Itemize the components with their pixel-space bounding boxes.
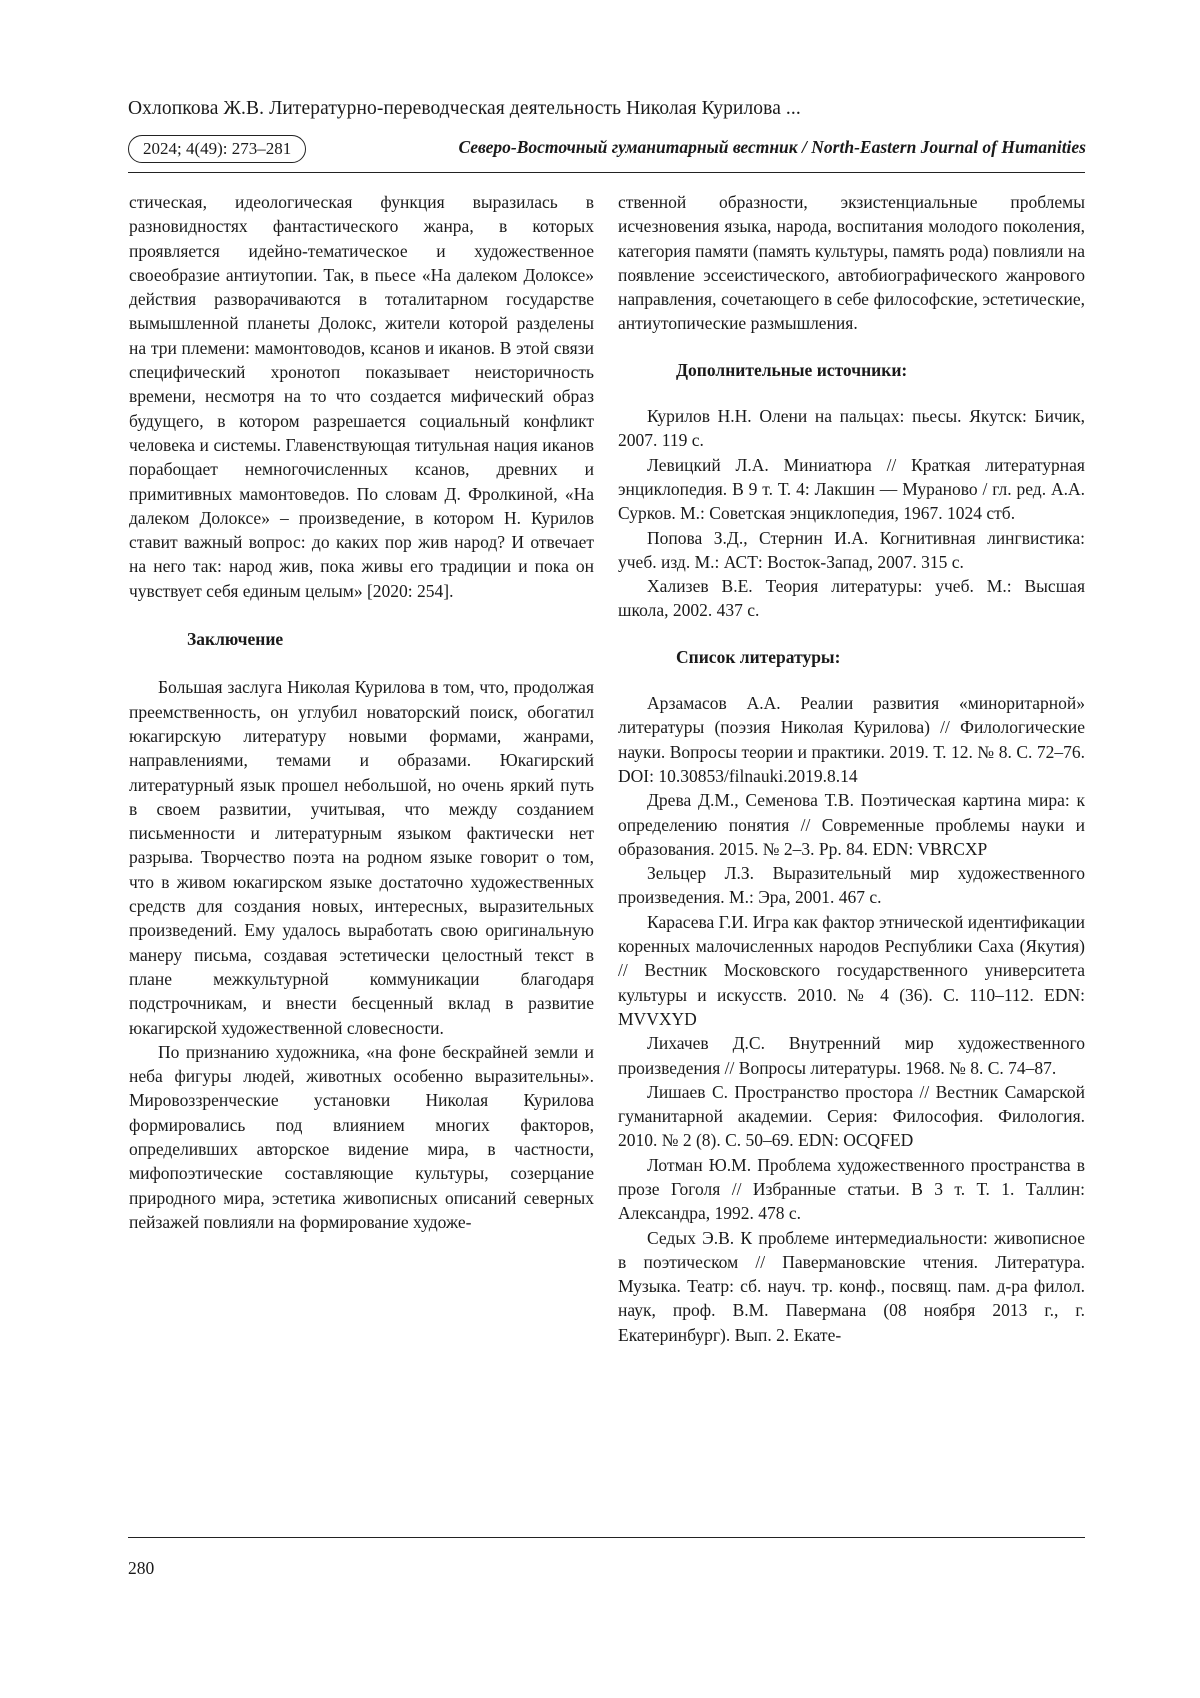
left-column [129,190,594,1234]
footer-divider [128,1537,1085,1538]
reference-item: Лишаев С. Пространство простора // Вестник Самарской гуманитарной академии. Серия: Философия. Филология. 2010. № 2 (8). С. 50–69. EDN: OCQFED [618,1081,1085,1151]
body-paragraph: стическая, идеологическая функция выразилась в разновидностях фантастического жанра, в которых проявляется идейно-тематическое и художественное своеобразие антиутопии. Так, в пьесе «На далеком Долоксе» действия разворачиваются в тоталитарном государстве вымышленной планеты Долокс, жители которой разделены на три племени: мамонтоводов, ксанов и иканов. В этой связи специфический хронотоп показывает неисторичность времени, несмотря на то что создается мифический образ будущего, в котором разрешается социальный конфликт человека и системы. Главенствующая титульная нация иканов порабощает немногочисленных ксанов, древних и примитивных мамонтоведов. По словам Д. Фролкиной, «На далеком Долоксе» – произведение, в котором Н. Курилов ставит важный вопрос: до каких пор жив народ? И отвечает на него так: народ жив, пока живы его традиции и пока он чувствует себя единым целым» [2020: 254]. [129,192,594,601]
right-column [618,190,1085,1347]
reference-item: Зельцер Л.З. Выразительный мир художественного произведения. М.: Эра, 2001. 467 с. [618,863,1085,908]
reference-item: Седых Э.В. К проблеме интермедиальности: живописное в поэтическом // Павермановские чтения. Литература. Музыка. Театр: сб. науч. тр. конф., посвящ. пам. д-ра филол. наук, проф. В.М. Павермана (08 ноября 2013 г., г. Екатеринбург). Вып. 2. Екате- [618,1227,1085,1345]
body-paragraph: ственной образности, экзистенциальные проблемы исчезновения языка, народа, воспитания молодого поколения, категория памяти (память культуры, память рода) повлияли на появление эссеистического, автобиографического жанрового направления, сочетающего в себе философские, эстетические, антиутопические размышления. [618,192,1085,334]
reference-item: Арзамасов А.А. Реалии развития «миноритарной» литературы (поэзия Николая Курилова) // Филологические науки. Вопросы теории и практики. 2019. Т. 12. № 8. С. 72–76. DOI: 10.30853/filnauki.2019.8.14 [618,693,1085,786]
reference-item: Лихачев Д.С. Внутренний мир художественного произведения // Вопросы литературы. 1968. № 8. С. 74–87. [618,1033,1085,1078]
page-number: 280 [128,1558,155,1578]
source-item: Курилов Н.Н. Олени на пальцах: пьесы. Якутск: Бичик, 2007. 119 с. [618,406,1085,451]
source-item: Попова З.Д., Стернин И.А. Когнитивная лингвистика: учеб. изд. М.: АСТ: Восток-Запад, 2007. 315 с. [618,527,1085,572]
body-paragraph: Большая заслуга Николая Курилова в том, что, продолжая преемственность, он углубил новаторский поиск, обогатил юкагирскую литературу новыми формами, жанрами, направлениями, темами и образами. Юкагирский литературный язык прошел небольшой, но очень яркий путь в своем развитии, учитывая, что между созданием письменности и литературным языком фактически нет разрыва. Творчество поэта на родном языке говорит о том, что в живом юкагирском языке достаточно художественных средств для создания новых, интересных, выразительных произведений. Ему удалось выработать свою оригинальную манеру письма, создавая эстетически целостный текст в плане межкультурной коммуникации благодаря подстрочникам, и внести бесценный вклад в развитие юкагирской художественной словесности. [129,677,594,1038]
reference-item: Лотман Ю.М. Проблема художественного пространства в прозе Гоголя // Избранные статьи. В 3 т. Т. 1. Таллин: Александра, 1992. 478 с. [618,1154,1085,1224]
source-item: Левицкий Л.А. Миниатюра // Краткая литературная энциклопедия. В 9 т. Т. 4: Лакшин — Мураново / гл. ред. А.А. Сурков. М.: Советская энциклопедия, 1967. 1024 стб. [618,454,1085,524]
issue-badge: 2024; 4(49): 273–281 [128,135,306,163]
running-head: Охлопкова Ж.В. Литературно-переводческая деятельность Николая Курилова ... [128,98,801,119]
reference-item: Карасева Г.И. Игра как фактор этнической идентификации коренных малочисленных народов Республики Саха (Якутия) // Вестник Московского государственного университета культуры и искусств. 2010. № 4 (36). С. 110–112. EDN: MVVXYD [618,911,1085,1029]
reference-item: Древа Д.М., Семенова Т.В. Поэтическая картина мира: к определению понятия // Современные проблемы науки и образования. 2015. № 2–3. Pp. 84. EDN: VBRCXP [618,790,1085,859]
source-item: Хализев В.Е. Теория литературы: учеб. М.: Высшая школа, 2002. 437 с. [618,576,1085,621]
section-heading-sources: Дополнительные источники: [676,359,908,380]
section-heading-conclusion: Заключение [187,629,284,650]
header-divider [128,172,1085,173]
section-heading-references: Список литературы: [676,646,841,667]
journal-title: Северо-Восточный гуманитарный вестник / North-Eastern Journal of Humanities [458,137,1086,157]
journal-header [128,135,1086,165]
body-paragraph: По признанию художника, «на фоне бескрайней земли и неба фигуры людей, животных особенно выразительны». Мировоззренческие установки Николая Курилова формировались под влиянием многих факторов, определивших авторское видение мира, в частности, мифопоэтические составляющие культуры, созерцание природного мира, эстетика живописных описаний северных пейзажей повлияли на формирование художе- [129,1041,594,1232]
